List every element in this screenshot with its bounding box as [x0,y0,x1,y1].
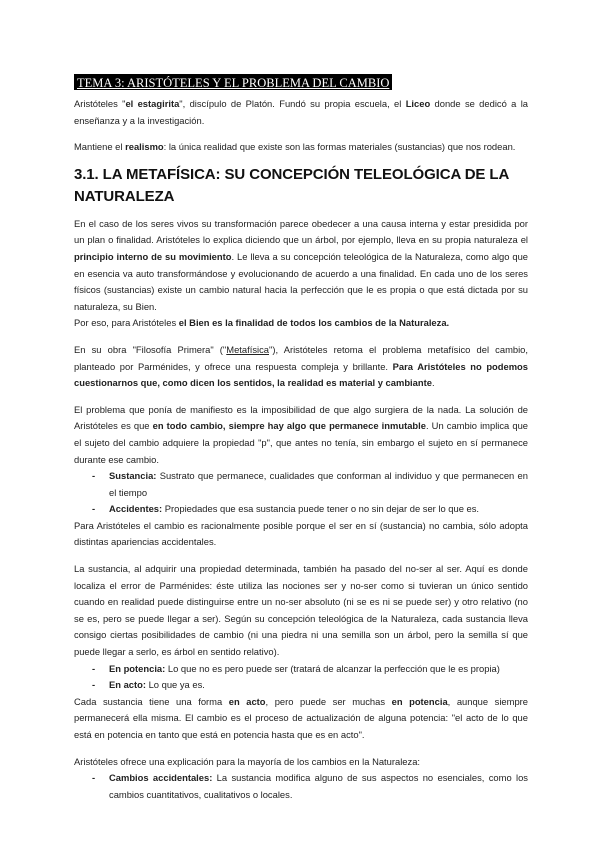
section-paragraph-2: Por eso, para Aristóteles el Bien es la finalidad de todos los cambios de la Naturaleza. [74,317,450,329]
intro-paragraph-2: Mantiene el realismo: la única realidad que existe son las formas materiales (sustancias) que nos rodean. [74,141,516,153]
list-item: - Cambios accidentales: La sustancia modifica alguno de sus aspectos no esenciales, como los cambios cuantitativos, cualitativos o locales. [74,770,528,803]
section-paragraph-1: En el caso de los seres vivos su transformación parece obedecer a una causa interna y estar presidida por un plan o finalidad. Aristóteles lo explica diciendo que un árbol, por ejemplo, lleva en su propia naturaleza el principio interno de su movimiento. Le lleva a su concepción teleológica de la Naturaleza, como algo que en esencia va auto transformándose y evolucionando de acuerdo a una finalidad. En cada uno de los seres físicos (sustancias) existe un cambio natural hacia la perfección que le es propia o que está dictada por su naturaleza, su Bien. [74,217,529,312]
document-body [74,96,528,803]
section-paragraph-4: El problema que ponía de manifiesto es la imposibilidad de que algo surgiera de la nada. La solución de Aristóteles es que en todo cambio, siempre hay algo que permanece inmutable. Un cambio implica que el sujeto del cambio adquiere la propiedad "p", que antes no tenía, sin embargo el sujeto en sí permanece durante ese cambio. [74,403,529,465]
list-item: - En acto: Lo que ya es. [74,677,528,694]
change-types-list [74,770,528,803]
section-heading: 3.1. LA METAFÍSICA: SU CONCEPCIÓN TELEOLÓGICA DE LA NATURALEZA [74,165,509,205]
list-item: - Sustancia: Sustrato que permanece, cualidades que conforman al individuo y que permanecen en el tiempo [74,468,528,501]
potency-act-list [74,661,528,694]
section-paragraph-6: La sustancia, al adquirir una propiedad determinada, también ha pasado del no-ser al ser. Aquí es donde localiza el error de Parménides: éste utiliza las nociones ser y no-ser como si tuvieran un único sentido cuando en realidad puede distinguirse entre un no-ser absoluto (ni se es ni se puede ser) y otro relativo (no se es, pero se puede llegar a ser). Según su concepción teleológica de la Naturaleza, cada sustancia lleva consigo ciertas posibilidades de cambio (ni una piedra ni una semilla son un árbol, pero la semilla sí que puede llegar a serlo, es árbol en sentido relativo). [74,563,528,658]
substance-accident-list [74,468,528,518]
chapter-title-band [74,74,392,90]
section-paragraph-8: Aristóteles ofrece una explicación para la mayoría de los cambios en la Naturaleza: [74,755,421,767]
section-paragraph-5: Para Aristóteles el cambio es racionalmente posible porque el ser en sí (sustancia) no cambia, sólo adopta distintas apariencias accidentales. [74,519,528,548]
section-paragraph-3: En su obra "Filosofía Primera" ("Metafísica"), Aristóteles retoma el problema metafísico del cambio, planteado por Parménides, y ofrece una respuesta compleja y brillante. Para Aristóteles no podemos cuestionarnos que, como dicen los sentidos, la realidad es material y cambiante. [74,343,529,389]
list-item: - En potencia: Lo que no es pero puede ser (tratará de alcanzar la perfección que le es propia) [74,661,528,678]
section-paragraph-7: Cada sustancia tiene una forma en acto, pero puede ser muchas en potencia, aunque siempre permanecerá ella misma. El cambio es el proceso de actualización de alguna potencia: "el acto de lo que está en potencia en tanto que está en potencia hasta que es en acto". [74,695,529,740]
list-item: - Accidentes: Propiedades que esa sustancia puede tener o no sin dejar de ser lo que es. [74,501,528,518]
intro-paragraph-1: Aristóteles "el estagirita", discípulo de Platón. Fundó su propia escuela, el Liceo donde se dedicó a la enseñanza y a la investigación. [74,98,529,126]
chapter-title: TEMA 3: ARISTÓTELES Y EL PROBLEMA DEL CAMBIO [77,76,390,90]
